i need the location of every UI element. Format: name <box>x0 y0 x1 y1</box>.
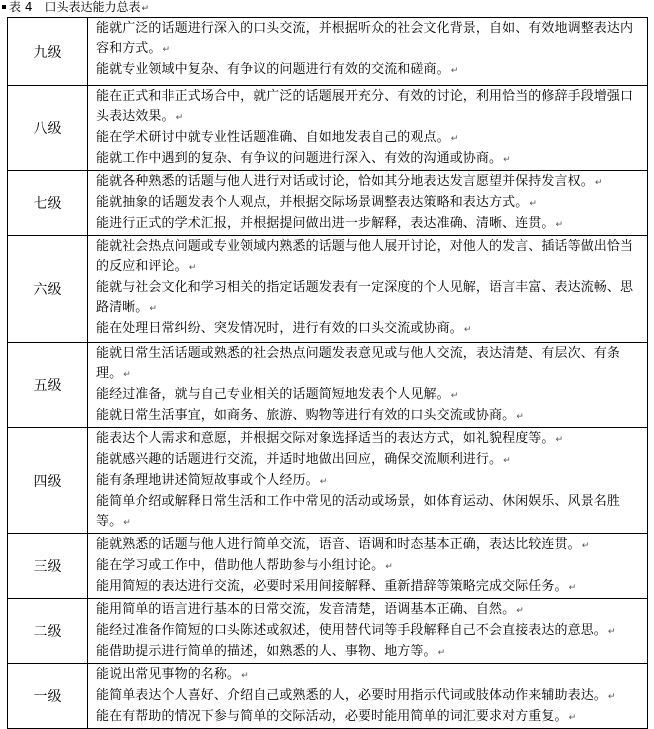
descriptor-text: 能就熟悉的话题与他人进行简单交流，语音、语调和时态基本正确，表达比较连贯。 <box>96 537 581 552</box>
paragraph-mark-icon: ↵ <box>123 370 131 380</box>
paragraph-mark-icon: ↵ <box>529 199 537 209</box>
paragraph-mark-icon: ↵ <box>516 412 524 422</box>
descriptor-text: 能在有帮助的情况下参与简单的交际活动，必要时能用简单的词汇要求对方重复。 <box>96 709 568 724</box>
descriptor-text: 能表达个人需求和意愿，并根据交际对象选择适当的表达方式，如礼貌程度等。 <box>96 431 555 446</box>
level-cell: 四级 <box>8 428 88 534</box>
descriptor-cell <box>88 599 648 664</box>
descriptor-text: 能就日常生活话题或熟悉的社会热点问题发表意见或与他人交流，表达清楚、有层次、有条理。 <box>96 346 621 381</box>
descriptor-item <box>96 19 643 60</box>
descriptor-item <box>96 535 643 556</box>
paragraph-mark-icon: ↵ <box>450 134 459 144</box>
descriptor-text: 能经过准备，就与自己专业相关的话题简短地发表个人见解。 <box>96 387 450 402</box>
descriptor-item <box>96 471 643 492</box>
table-row <box>8 428 648 534</box>
paragraph-mark-icon: ↵ <box>607 627 616 637</box>
paragraph-mark-icon: ↵ <box>568 583 577 593</box>
paragraph-mark-icon: ↵ <box>385 562 393 572</box>
descriptor-item <box>96 344 643 385</box>
table-row <box>8 171 648 236</box>
table-row <box>8 86 648 171</box>
descriptor-item <box>96 128 643 149</box>
paragraph-mark-icon: ↵ <box>162 45 171 55</box>
descriptor-text: 能在正式和非正式场合中，就广泛的话题展开充分、有效的讨论，利用恰当的修辞手段增强口头表达效果。 <box>96 89 634 124</box>
descriptor-item <box>96 278 643 319</box>
descriptor-text: 能在学习或工作中，借助他人帮助参与小组讨论。 <box>96 558 385 573</box>
level-cell: 二级 <box>8 599 88 664</box>
table-row <box>8 343 648 428</box>
descriptor-text: 能进行正式的学术汇报，并根据提问做出进一步解释，表达准确、清晰、连贯。 <box>96 216 555 231</box>
descriptor-item <box>96 149 643 170</box>
level-cell: 三级 <box>8 534 88 599</box>
table-caption <box>2 0 149 15</box>
paragraph-mark-icon: ↵ <box>516 606 524 616</box>
paragraph-mark-icon: ↵ <box>463 325 472 335</box>
descriptor-cell <box>88 428 648 534</box>
descriptor-item <box>96 665 643 686</box>
descriptor-text: 能就日常生活事宜，如商务、旅游、购物等进行有效的口头交流或协商。 <box>96 408 516 423</box>
descriptor-item <box>96 172 643 193</box>
level-cell: 一级 <box>8 664 88 729</box>
descriptor-text: 能有条理地讲述简短故事或个人经历。 <box>96 473 319 488</box>
descriptor-cell <box>88 86 648 171</box>
oral-expression-ability-table <box>7 17 648 729</box>
descriptor-text: 能就各种熟悉的话题与他人进行对话或讨论，恰如其分地表达发言愿望并保持发言权。 <box>96 174 594 189</box>
descriptor-item <box>96 237 643 278</box>
descriptor-text: 能就社会热点问题或专业领域内熟悉的话题与他人展开讨论，对他人的发言、插话等做出恰当的反应和评论。 <box>96 239 634 274</box>
descriptor-item <box>96 385 643 406</box>
descriptor-cell <box>88 343 648 428</box>
descriptor-item <box>96 577 643 598</box>
paragraph-mark-icon: ↵ <box>450 391 459 401</box>
paragraph-mark-icon: ↵ <box>149 304 158 314</box>
paragraph-mark-icon: ↵ <box>568 713 577 723</box>
paragraph-mark-icon: ↵ <box>607 692 616 702</box>
descriptor-item <box>96 406 643 427</box>
table-row <box>8 664 648 729</box>
descriptor-item <box>96 60 643 81</box>
descriptor-text: 能说出常见事物的名称。 <box>96 667 241 682</box>
descriptor-item <box>96 621 643 642</box>
paragraph-mark-icon: ↵ <box>437 648 446 658</box>
descriptor-item <box>96 686 643 707</box>
descriptor-item <box>96 214 643 235</box>
descriptor-text: 能经过准备作简短的口头陈述或叙述，使用替代词等手段解释自己不会直接表达的意思。 <box>96 623 607 638</box>
paragraph-mark-icon: ↵ <box>581 541 590 551</box>
descriptor-cell <box>88 534 648 599</box>
level-cell: 七级 <box>8 171 88 236</box>
paragraph-mark-icon: ↵ <box>241 671 249 681</box>
paragraph-mark-icon: ↵ <box>319 477 328 487</box>
descriptor-text: 能就与社会文化和学习相关的指定话题发表有一定深度的个人见解，语言丰富、表达流畅、思路清晰。 <box>96 280 634 315</box>
table-body <box>8 18 648 729</box>
descriptor-item <box>96 556 643 577</box>
paragraph-mark-icon: ↵ <box>141 4 149 14</box>
descriptor-text: 能简单介绍或解释日常生活和工作中常见的活动或场景，如体育运动、休闲娱乐、风景名胜等。 <box>96 494 621 529</box>
paragraph-mark-icon: ↵ <box>123 518 131 528</box>
descriptor-text: 能在学术研讨中就专业性话题准确、自如地发表自己的观点。 <box>96 130 450 145</box>
descriptor-item <box>96 450 643 471</box>
descriptor-text: 能就工作中遇到的复杂、有争议的问题进行深入、有效的沟通或协商。 <box>96 151 503 166</box>
descriptor-item <box>96 642 643 663</box>
descriptor-text: 能就广泛的话题进行深入的口头交流，并根据听众的社会文化背景，自如、有效地调整表达内容和方式。 <box>96 21 634 56</box>
descriptor-cell <box>88 664 648 729</box>
descriptor-cell <box>88 18 648 86</box>
descriptor-text: 能就专业领域中复杂、有争议的问题进行有效的交流和磋商。 <box>96 62 450 77</box>
level-cell: 九级 <box>8 18 88 86</box>
descriptor-item <box>96 319 643 340</box>
paragraph-mark-icon: ↵ <box>175 113 184 123</box>
descriptor-item <box>96 707 643 728</box>
descriptor-text: 能借助提示进行简单的描述，如熟悉的人、事物、地方等。 <box>96 644 437 659</box>
descriptor-cell <box>88 171 648 236</box>
descriptor-text: 能用简单的语言进行基本的日常交流，发音清楚，语调基本正确、自然。 <box>96 602 516 617</box>
descriptor-item <box>96 492 643 533</box>
descriptor-item <box>96 429 643 450</box>
descriptor-cell <box>88 236 648 343</box>
descriptor-text: 能就抽象的话题发表个人观点，并根据交际场景调整表达策略和表达方式。 <box>96 195 529 210</box>
descriptor-item <box>96 87 643 128</box>
descriptor-text: 能就感兴趣的话题进行交流，并适时地做出回应，确保交流顺利进行。 <box>96 452 503 467</box>
table-row <box>8 534 648 599</box>
paragraph-mark-icon: ↵ <box>555 220 564 230</box>
paragraph-mark-icon: ↵ <box>555 435 564 445</box>
paragraph-mark-icon: ↵ <box>503 155 511 165</box>
descriptor-item <box>96 193 643 214</box>
descriptor-text: 能简单表达个人喜好、介绍自己或熟悉的人，必要时用指示代词或肢体动作来辅助表达。 <box>96 688 607 703</box>
descriptor-item <box>96 600 643 621</box>
level-cell: 八级 <box>8 86 88 171</box>
table-row <box>8 236 648 343</box>
paragraph-mark-icon: ↵ <box>594 178 603 188</box>
level-cell: 五级 <box>8 343 88 428</box>
paragraph-mark-icon: ↵ <box>188 263 197 273</box>
caption-text: 表 4 口头表达能力总表 <box>9 0 141 14</box>
paragraph-mark-icon: ↵ <box>503 456 511 466</box>
table-row <box>8 599 648 664</box>
descriptor-text: 能在处理日常纠纷、突发情况时，进行有效的口头交流或协商。 <box>96 321 463 336</box>
paragraph-mark-icon: ↵ <box>450 66 459 76</box>
level-cell: 六级 <box>8 236 88 343</box>
table-row <box>8 18 648 86</box>
descriptor-text: 能用简短的表达进行交流，必要时采用间接解释、重新措辞等策略完成交际任务。 <box>96 579 568 594</box>
bullet-icon <box>2 5 6 9</box>
